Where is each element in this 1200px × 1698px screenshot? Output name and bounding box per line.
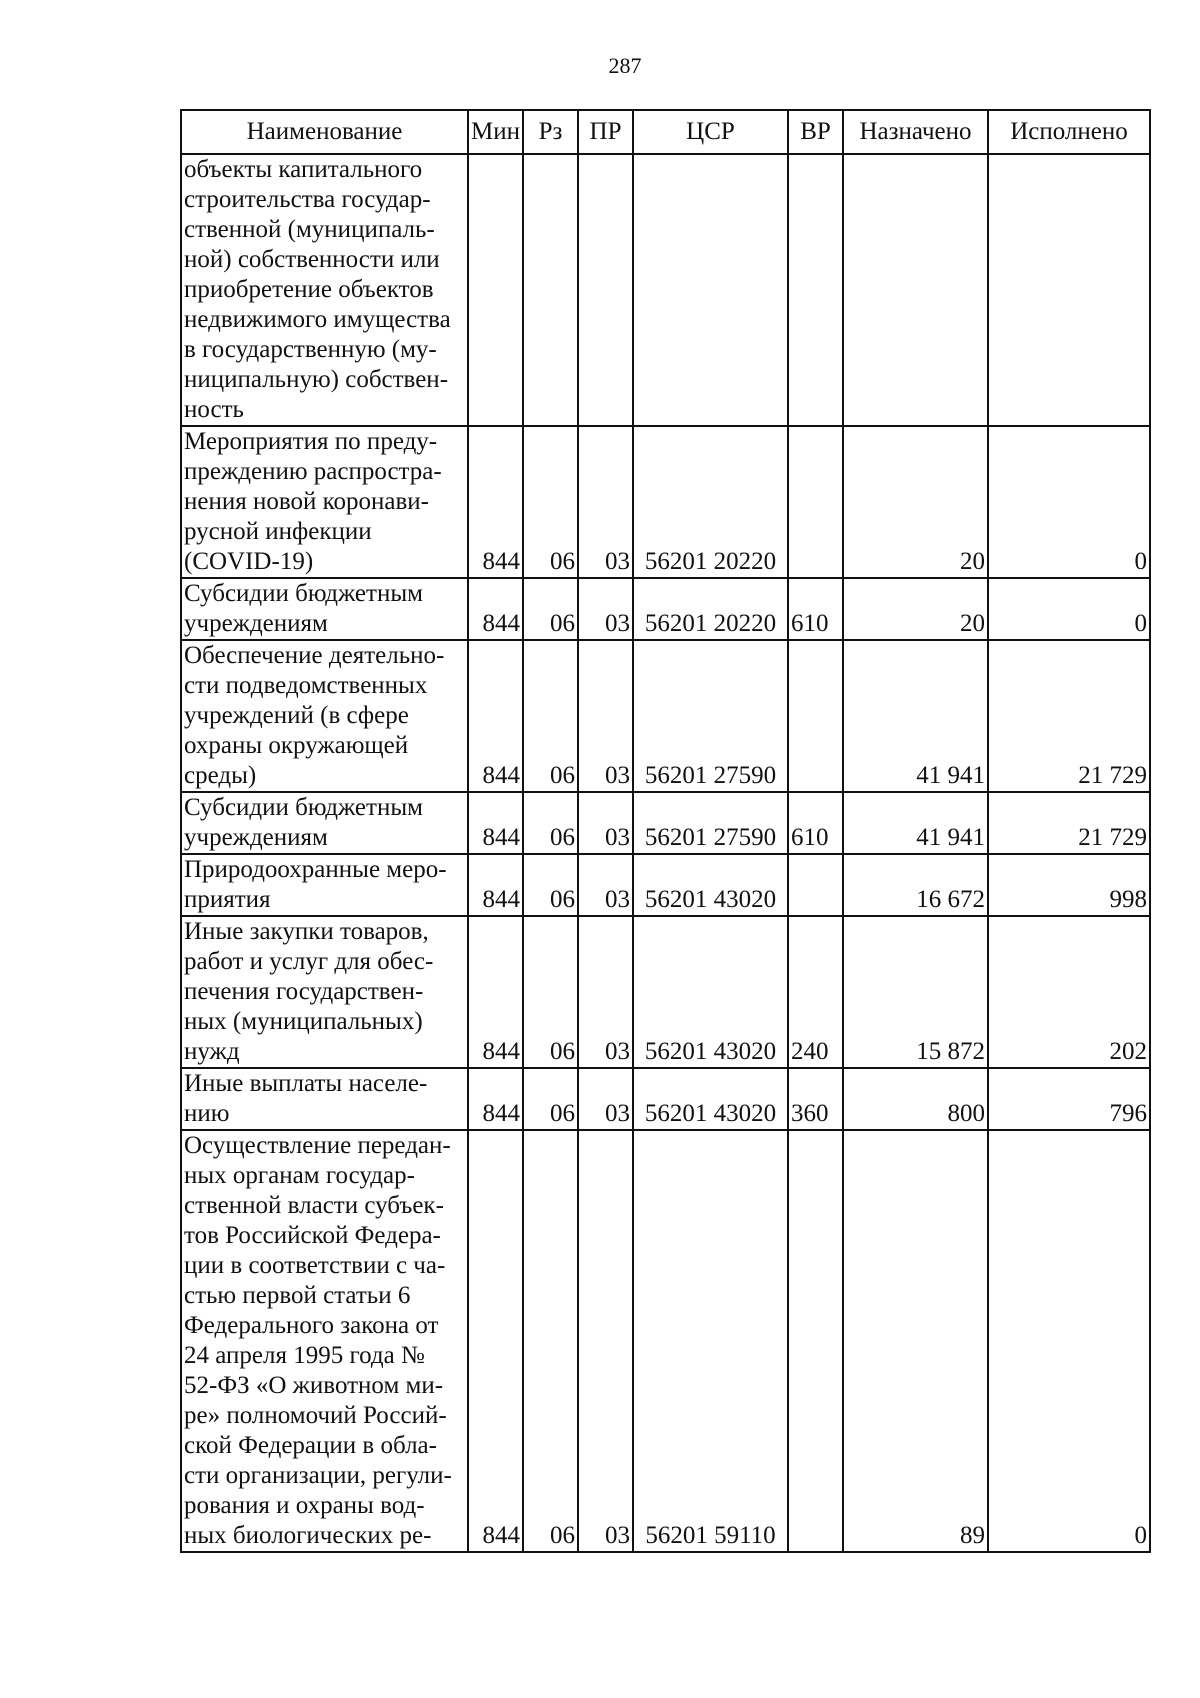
table-row xyxy=(181,154,1150,426)
cell-naznacheno xyxy=(843,154,988,426)
cell-naznacheno: 89 xyxy=(843,1130,988,1552)
cell-name-line: ной) собственности или xyxy=(184,246,440,273)
cell-csr: 56201 59110 xyxy=(633,1130,788,1552)
cell-name-line: Осуществление передан- xyxy=(184,1132,451,1159)
cell-vr xyxy=(788,1130,843,1552)
cell-min: 844 xyxy=(468,916,523,1068)
cell-ispolneno: 0 xyxy=(988,426,1150,578)
cell-name xyxy=(181,1130,468,1552)
cell-csr: 56201 43020 xyxy=(633,916,788,1068)
cell-naznacheno: 800 xyxy=(843,1068,988,1130)
cell-ispolneno: 998 xyxy=(988,854,1150,916)
table-row xyxy=(181,640,1150,792)
cell-name-line: учреждениям xyxy=(184,610,328,637)
cell-pr: 03 xyxy=(578,426,633,578)
cell-pr xyxy=(578,154,633,426)
column-header-pr: ПР xyxy=(578,110,633,154)
cell-name-line: Субсидии бюджетным xyxy=(184,794,423,821)
cell-name-line: учреждений (в сфере xyxy=(184,702,409,729)
cell-min: 844 xyxy=(468,1068,523,1130)
cell-name-line: стью первой статьи 6 xyxy=(184,1282,411,1309)
cell-rz: 06 xyxy=(523,854,578,916)
budget-table xyxy=(180,109,1151,1553)
cell-name-line: Иные выплаты населе- xyxy=(184,1070,428,1097)
column-header-rz: Рз xyxy=(523,110,578,154)
cell-min xyxy=(468,154,523,426)
cell-name-line: преждению распростра- xyxy=(184,458,442,485)
cell-naznacheno: 16 672 xyxy=(843,854,988,916)
cell-name xyxy=(181,640,468,792)
cell-csr: 56201 20220 xyxy=(633,578,788,640)
cell-vr xyxy=(788,426,843,578)
cell-vr: 610 xyxy=(788,792,843,854)
cell-name-line: ственной (муниципаль- xyxy=(184,216,435,243)
cell-rz: 06 xyxy=(523,426,578,578)
cell-csr xyxy=(633,154,788,426)
cell-csr: 56201 27590 xyxy=(633,640,788,792)
table-row xyxy=(181,854,1150,916)
cell-csr: 56201 20220 xyxy=(633,426,788,578)
cell-ispolneno: 796 xyxy=(988,1068,1150,1130)
column-header-ispolneno: Исполнено xyxy=(988,110,1150,154)
cell-ispolneno: 21 729 xyxy=(988,792,1150,854)
cell-name xyxy=(181,916,468,1068)
cell-vr xyxy=(788,640,843,792)
cell-name-line: ных биологических ре- xyxy=(184,1522,432,1549)
column-header-min: Мин xyxy=(468,110,523,154)
cell-name-line: нения новой коронави- xyxy=(184,488,429,515)
cell-min: 844 xyxy=(468,1130,523,1552)
cell-naznacheno: 41 941 xyxy=(843,792,988,854)
cell-name-line: ных органам государ- xyxy=(184,1162,415,1189)
cell-pr: 03 xyxy=(578,792,633,854)
cell-rz: 06 xyxy=(523,640,578,792)
column-header-vr: ВР xyxy=(788,110,843,154)
table-header-row xyxy=(181,110,1150,154)
cell-name-line: учреждениям xyxy=(184,824,328,851)
table-row xyxy=(181,1130,1150,1552)
cell-name-line: ции в соответствии с ча- xyxy=(184,1252,446,1279)
cell-name-line: ниципальную) собствен- xyxy=(184,366,449,393)
cell-name-line: строительства государ- xyxy=(184,186,431,213)
cell-min: 844 xyxy=(468,640,523,792)
cell-naznacheno: 41 941 xyxy=(843,640,988,792)
cell-name-line: объекты капитального xyxy=(184,156,423,183)
table-row xyxy=(181,578,1150,640)
cell-rz: 06 xyxy=(523,578,578,640)
cell-pr: 03 xyxy=(578,578,633,640)
cell-name-line: нию xyxy=(184,1100,230,1127)
cell-naznacheno: 15 872 xyxy=(843,916,988,1068)
cell-pr: 03 xyxy=(578,916,633,1068)
cell-naznacheno: 20 xyxy=(843,578,988,640)
cell-name-line: в государственную (му- xyxy=(184,336,437,363)
cell-vr: 610 xyxy=(788,578,843,640)
cell-ispolneno: 202 xyxy=(988,916,1150,1068)
cell-rz: 06 xyxy=(523,1068,578,1130)
cell-min: 844 xyxy=(468,578,523,640)
cell-name-line: приобретение объектов xyxy=(184,276,434,303)
cell-name xyxy=(181,792,468,854)
table-row xyxy=(181,426,1150,578)
cell-name xyxy=(181,854,468,916)
cell-min: 844 xyxy=(468,792,523,854)
cell-pr: 03 xyxy=(578,1068,633,1130)
cell-pr: 03 xyxy=(578,854,633,916)
cell-ispolneno: 21 729 xyxy=(988,640,1150,792)
table-row xyxy=(181,916,1150,1068)
cell-name-line: тов Российской Федера- xyxy=(184,1222,441,1249)
cell-min: 844 xyxy=(468,426,523,578)
cell-name-line: Иные закупки товаров, xyxy=(184,918,429,945)
cell-min: 844 xyxy=(468,854,523,916)
cell-rz xyxy=(523,154,578,426)
table-row xyxy=(181,1068,1150,1130)
cell-name-line: охраны окружающей xyxy=(184,732,409,759)
cell-name-line: русной инфекции xyxy=(184,518,372,545)
cell-name-line: недвижимого имущества xyxy=(184,306,451,333)
cell-name xyxy=(181,578,468,640)
cell-rz: 06 xyxy=(523,792,578,854)
cell-name-line: печения государствен- xyxy=(184,978,424,1005)
cell-name xyxy=(181,1068,468,1130)
column-header-csr: ЦСР xyxy=(633,110,788,154)
column-header-naznacheno: Назначено xyxy=(843,110,988,154)
cell-pr: 03 xyxy=(578,1130,633,1552)
cell-ispolneno xyxy=(988,154,1150,426)
cell-name-line: Федерального закона от xyxy=(184,1312,439,1339)
cell-vr xyxy=(788,154,843,426)
cell-name-line: 52-ФЗ «О животном ми- xyxy=(184,1372,444,1399)
cell-name xyxy=(181,426,468,578)
cell-name-line: Обеспечение деятельно- xyxy=(184,642,445,669)
cell-name-line: среды) xyxy=(184,762,257,789)
cell-vr xyxy=(788,854,843,916)
cell-name-line: рования и охраны вод- xyxy=(184,1492,425,1519)
cell-name-line: нужд xyxy=(184,1038,240,1065)
cell-name-line: Мероприятия по преду- xyxy=(184,428,438,455)
cell-csr: 56201 43020 xyxy=(633,854,788,916)
cell-vr: 240 xyxy=(788,916,843,1068)
column-header-name: Наименование xyxy=(181,110,468,154)
cell-name-line: (COVID-19) xyxy=(184,548,314,575)
cell-name-line: ственной власти субъек- xyxy=(184,1192,444,1219)
cell-rz: 06 xyxy=(523,916,578,1068)
cell-name-line: ской Федерации в обла- xyxy=(184,1432,437,1459)
cell-pr: 03 xyxy=(578,640,633,792)
cell-name-line: ных (муниципальных) xyxy=(184,1008,423,1035)
cell-name-line: ре» полномочий Россий- xyxy=(184,1402,447,1429)
cell-vr: 360 xyxy=(788,1068,843,1130)
cell-name-line: Природоохранные меро- xyxy=(184,856,447,883)
cell-name-line: ность xyxy=(184,396,244,423)
cell-name-line: сти подведомственных xyxy=(184,672,428,699)
cell-name-line: сти организации, регули- xyxy=(184,1462,452,1489)
cell-csr: 56201 27590 xyxy=(633,792,788,854)
cell-ispolneno: 0 xyxy=(988,1130,1150,1552)
table-body xyxy=(181,154,1150,1552)
cell-csr: 56201 43020 xyxy=(633,1068,788,1130)
cell-name-line: 24 апреля 1995 года № xyxy=(184,1342,425,1369)
table-row xyxy=(181,792,1150,854)
cell-name-line: приятия xyxy=(184,886,271,913)
cell-ispolneno: 0 xyxy=(988,578,1150,640)
cell-naznacheno: 20 xyxy=(843,426,988,578)
page-number: 287 xyxy=(608,53,642,78)
cell-name xyxy=(181,154,468,426)
cell-name-line: Субсидии бюджетным xyxy=(184,580,423,607)
cell-rz: 06 xyxy=(523,1130,578,1552)
cell-name-line: работ и услуг для обес- xyxy=(184,948,434,975)
